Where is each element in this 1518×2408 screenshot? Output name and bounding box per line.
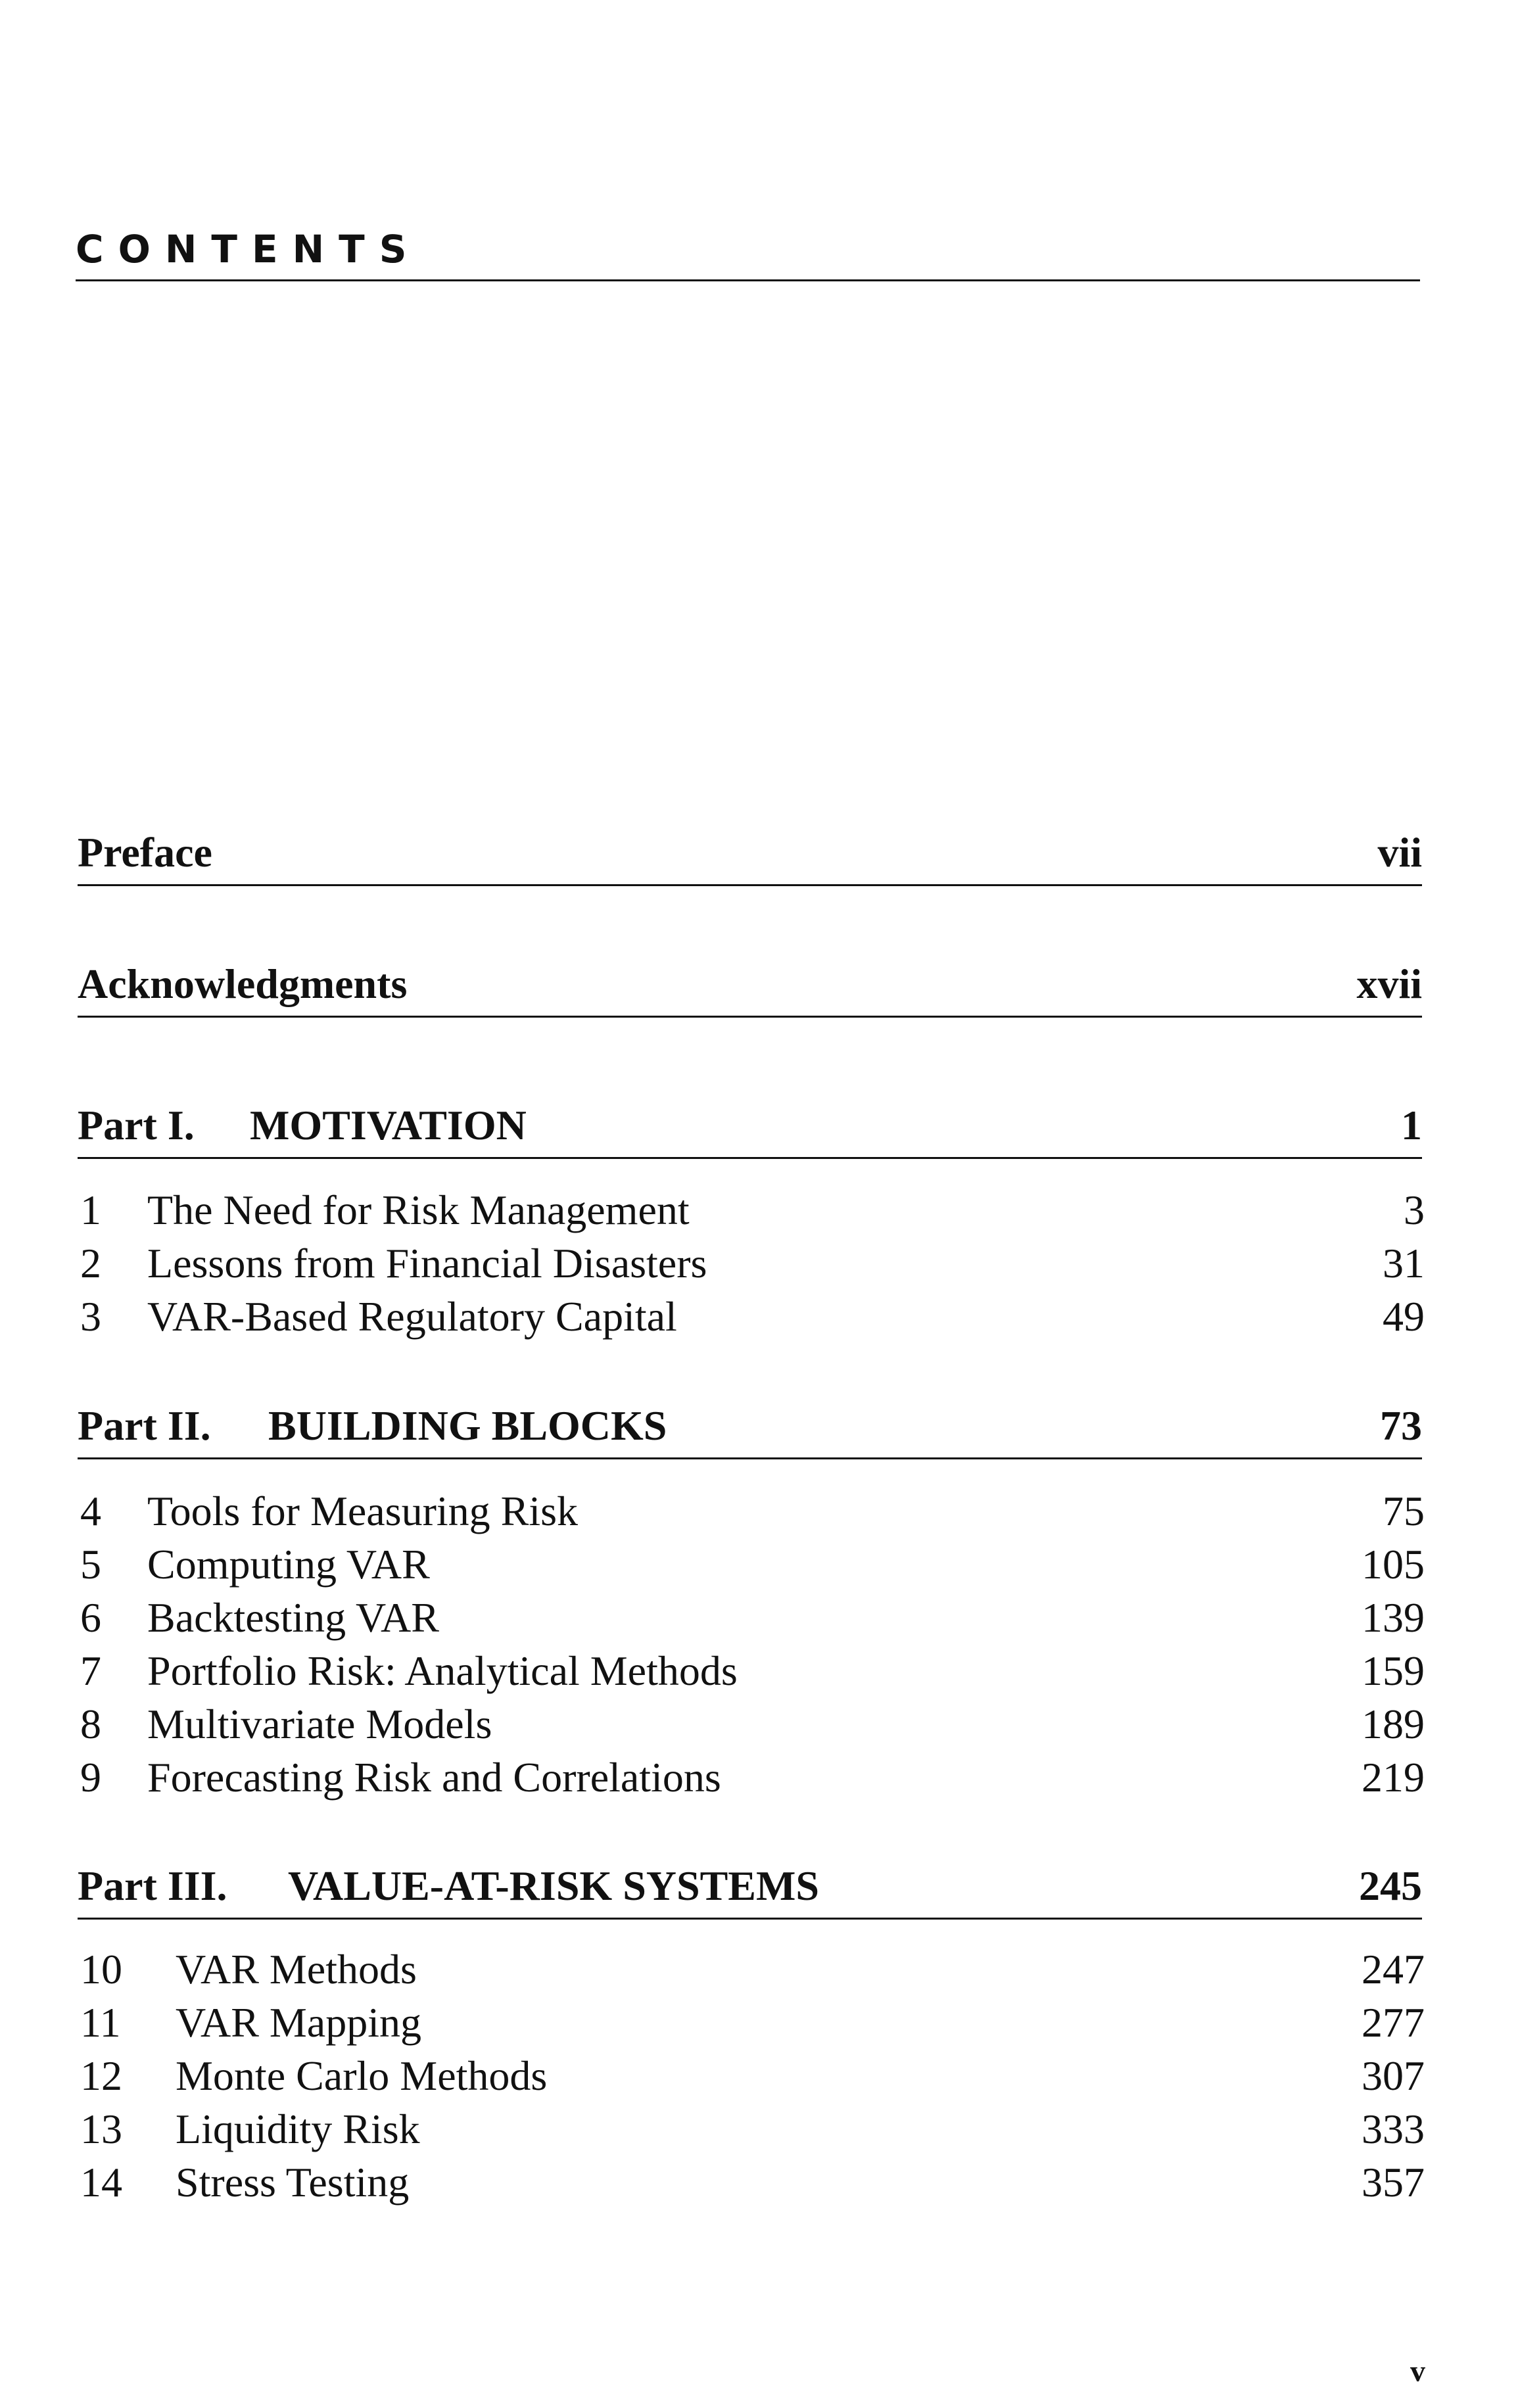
toc-chapter[interactable] <box>80 2156 1425 2209</box>
part-page: 73 <box>1380 1402 1422 1449</box>
chapter-title: Lessons from Financial Disasters <box>147 1240 707 1287</box>
chapter-page: 219 <box>1362 1754 1425 1801</box>
chapter-title: Multivariate Models <box>147 1701 492 1747</box>
chapter-page: 333 <box>1362 2106 1425 2152</box>
part-heading <box>78 1402 667 1449</box>
chapter-title: Liquidity Risk <box>176 2106 420 2152</box>
chapter-number: 4 <box>80 1488 101 1534</box>
chapter-number: 7 <box>80 1647 101 1694</box>
toc-chapter[interactable] <box>80 1538 1425 1591</box>
chapter-title: VAR Methods <box>176 1946 417 1993</box>
entry-rule <box>78 884 1422 886</box>
chapter-page: 189 <box>1362 1701 1425 1747</box>
part-page: 245 <box>1359 1862 1422 1909</box>
toc-chapter[interactable] <box>80 1996 1425 2049</box>
chapter-page: 75 <box>1383 1488 1425 1534</box>
part-title: MOTIVATION <box>250 1102 527 1148</box>
page-title: CONTENTS <box>76 227 421 271</box>
toc-chapter[interactable] <box>80 1183 1425 1237</box>
chapter-number: 5 <box>80 1541 101 1588</box>
entry-page: xvii <box>1356 960 1422 1007</box>
chapter-number: 8 <box>80 1701 101 1747</box>
part-title: VALUE-AT-RISK SYSTEMS <box>288 1862 819 1909</box>
toc-chapter[interactable] <box>80 1751 1425 1804</box>
chapter-list-part-2 <box>80 1484 1425 1804</box>
chapter-title: VAR-Based Regulatory Capital <box>147 1293 677 1340</box>
part-title: BUILDING BLOCKS <box>268 1402 667 1449</box>
chapter-title: The Need for Risk Management <box>147 1187 690 1233</box>
toc-chapter[interactable] <box>80 1644 1425 1697</box>
part-rule <box>78 1457 1422 1459</box>
chapter-number: 10 <box>80 1946 122 1993</box>
toc-chapter[interactable] <box>80 1943 1425 1996</box>
entry-rule <box>78 1016 1422 1018</box>
chapter-title: Forecasting Risk and Correlations <box>147 1754 721 1801</box>
chapter-title: Portfolio Risk: Analytical Methods <box>147 1647 738 1694</box>
part-number: Part II. <box>78 1402 211 1449</box>
part-number: Part I. <box>78 1102 195 1148</box>
toc-chapter[interactable] <box>80 1591 1425 1644</box>
toc-chapter[interactable] <box>80 2049 1425 2102</box>
toc-chapter[interactable] <box>80 1484 1425 1538</box>
chapter-number: 14 <box>80 2159 122 2206</box>
title-rule <box>76 279 1420 281</box>
entry-page: vii <box>1377 829 1422 876</box>
toc-chapter[interactable] <box>80 1697 1425 1751</box>
chapter-title: Tools for Measuring Risk <box>147 1488 579 1534</box>
chapter-list-part-3 <box>80 1943 1425 2209</box>
part-heading <box>78 1104 527 1146</box>
part-heading <box>78 1862 819 1909</box>
part-rule <box>78 1157 1422 1159</box>
chapter-title: Stress Testing <box>176 2159 410 2206</box>
chapter-title: Monte Carlo Methods <box>176 2052 548 2099</box>
chapter-number: 11 <box>80 1999 121 2046</box>
chapter-number: 3 <box>80 1293 101 1340</box>
chapter-number: 2 <box>80 1240 101 1287</box>
chapter-number: 6 <box>80 1594 101 1641</box>
chapter-list-part-1 <box>80 1183 1425 1343</box>
chapter-page: 159 <box>1362 1647 1425 1694</box>
chapter-page: 357 <box>1362 2159 1425 2206</box>
chapter-page: 49 <box>1383 1293 1425 1340</box>
chapter-title: VAR Mapping <box>176 1999 421 2046</box>
chapter-number: 9 <box>80 1754 101 1801</box>
chapter-page: 105 <box>1362 1541 1425 1588</box>
chapter-page: 3 <box>1404 1187 1425 1233</box>
part-page: 1 <box>1401 1102 1422 1148</box>
part-rule <box>78 1918 1422 1920</box>
chapter-page: 31 <box>1383 1240 1425 1287</box>
chapter-page: 277 <box>1362 1999 1425 2046</box>
chapter-page: 307 <box>1362 2052 1425 2099</box>
chapter-page: 139 <box>1362 1594 1425 1641</box>
part-number: Part III. <box>78 1862 227 1909</box>
entry-label: Acknowledgments <box>78 960 408 1007</box>
chapter-title: Computing VAR <box>147 1541 430 1588</box>
toc-chapter[interactable] <box>80 2102 1425 2156</box>
chapter-number: 12 <box>80 2052 122 2099</box>
chapter-number: 1 <box>80 1187 101 1233</box>
chapter-number: 13 <box>80 2106 122 2152</box>
chapter-title: Backtesting VAR <box>147 1594 439 1641</box>
chapter-page: 247 <box>1362 1946 1425 1993</box>
page-folio: v <box>1410 2354 1425 2388</box>
toc-chapter[interactable] <box>80 1237 1425 1290</box>
entry-label: Preface <box>78 829 212 876</box>
toc-chapter[interactable] <box>80 1290 1425 1343</box>
